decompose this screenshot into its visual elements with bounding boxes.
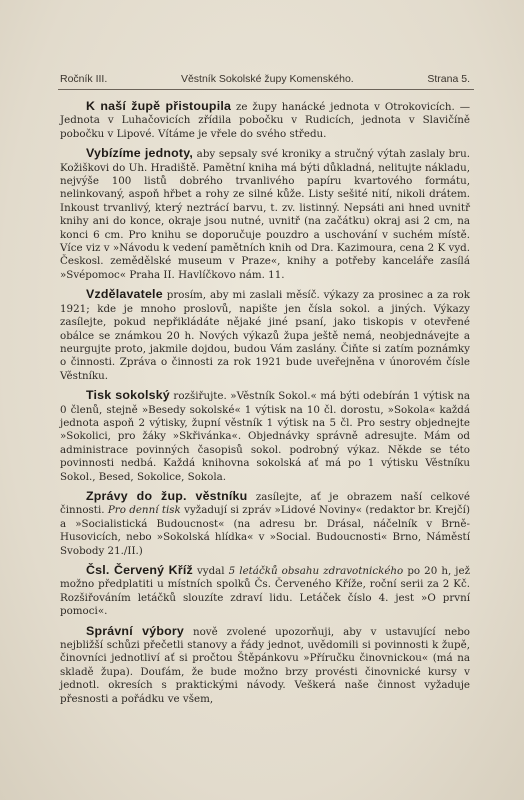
paragraph-new-member [60, 100, 470, 141]
paragraph-heading: K naší župě přistoupila [86, 99, 232, 113]
paragraph-heading: Čsl. Červený Kříž [86, 563, 193, 577]
paragraph-committees [60, 625, 470, 706]
paragraph-heading: Tisk sokolský [86, 388, 170, 403]
paragraph-emphasis: Pro denní tisk [107, 504, 181, 517]
header-rule [58, 89, 474, 90]
paragraph-text: aby sepsaly své kroniky a stručný výtah zaslaly bru. Kožiškovi do Uh. Hradiště. Pamětní kniha má býti důkladná, nelitujte nákladu, nejvýše 100 listů dobrého trvanlivého papíru kvartového formátu, nelinkovaný, aspoň hřbet a rohy ze silné kůže. Listy sešité nití, nikoli drátem. Inkoust trvanlivý, který neztrácí barvu, t. zv. listinný. Nepsáti ani hned uvnitř knihy ani do konce, okraje jsou nutné, uvnitř (na začátku) okraj asi 2 cm, na konci 6 cm. Pro knihu se doporučuje pouzdro a uschování v suchém místě. Více viz v »Návodu k vedení pamětních knih od Dra. Kazimoura, cena 2 K vyd. Českosl. zemědělské museum v Praze«, knihy a potřeby kanceláře zasílá »Svépomoc« Praha II. Havlíčkovo nám. 11. [60, 148, 470, 281]
paragraph-text: prosím, aby mi zaslali měsíč. výkazy za prosinec a za rok 1921; kde je mnoho proslovů, napište jen čísla sokol. a jiných. Výkazy zasílejte, pokud nepřikládáte nějaké jiné psaní, jako tiskopis v otevřené obálce se známkou 20 h. Nových výkazů župa ještě nemá, neobjednávejte a neurgujte proto, jakmile dojdou, budou Vám zaslány. Čiňte si zatím poznámky o činnosti. Zpráva o činnosti za rok 1921 bude uveřejněna v únorovém čísle Věstníku. [60, 289, 470, 382]
page-header [60, 73, 470, 85]
paragraph-text-continued: po 20 h, jež možno předplatiti u místních spolků Čs. Červeného Kříže, roční serii za 2 Kč. Rozšiřováním letáčků slouzíte zdraví lidu. Letáček číslo 4. jest »O první pomoci«. [60, 565, 470, 618]
paragraph-text: vydal [192, 565, 229, 577]
article-body [60, 100, 470, 712]
paragraph-heading: Vybízíme jednoty, [86, 146, 194, 161]
paragraph-press [60, 389, 470, 484]
paragraph-heading: Správní výbory [86, 623, 184, 638]
paragraph-reports [60, 490, 470, 558]
paragraph-chronicles [60, 147, 470, 282]
paragraph-text: zasílejte, ať je obrazem naší celkové činnosti. [60, 490, 470, 517]
paragraph-text: rozšiřujte. »Věstník Sokol.« má býti odebírán 1 výtisk na 0 členů, stejně »Besedy sokolské« 1 výtisk na 10 čl. dorostu, »Sokola« každá jednota aspoň 2 výtisky, župní věstník 1 výtisk na 5 čl. Pro sestry objednejte »Sokolici, pro žáky »Skřivánka«. Objednávky správně adresujte. Mám od administrace povinných časopisů sokol. podrobný výkaz. Někde se této povinnosti nedbá. Každá knihovna sokolská ať má po 1 výtisku Věstníku Sokol., Besed, Sokolice, Sokola. [60, 390, 470, 483]
volume-label: Ročník III. [60, 73, 108, 85]
paragraph-text: nově zvolené upozorňuji, aby v ustavující nebo nejbližší schůzi přečetli stanovy a řády jednot, uvědomili si povinnosti k župě, činovníci jednotliví ať si pročtou Štěpánkovu »Příručku činovnickou« (má na skladě župa). Doufám, že bude možno brzy provésti činovnické kursy v jednotl. okresích s praktickými návody. Veškerá naše činnost vyžaduje přesnosti a pořádku ve všem, [60, 625, 470, 705]
journal-title: Věstník Sokolské župy Komenského. [180, 73, 354, 85]
paragraph-educators [60, 288, 470, 383]
page-number: Strana 5. [427, 73, 470, 85]
paragraph-emphasis: 5 letáčků obsahu zdravotnického [228, 565, 404, 577]
paragraph-red-cross [60, 564, 470, 619]
paragraph-text: ze župy hanácké jednota v Otrokovicích. — Jednota v Luhačovicích zřídila pobočku v Rudicích, jednota v Slavičíně pobočku v Lipové. Vítáme je vřele do svého středu. [60, 101, 470, 140]
paragraph-heading: Vzdělavatele [86, 287, 163, 302]
paragraph-text-continued: vyžadují si zpráv »Lidové Noviny« (redaktor br. Krejčí) a »Socialistická Budoucnost« (na adresu br. Drásal, náčelník v Brně-Husovicích, nebo »Sokolská hlídka« v »Social. Budoucnosti« Brno, Náměstí Svobody 21./II.) [60, 504, 470, 557]
paragraph-heading: Zprávy do žup. věstníku [86, 488, 248, 503]
